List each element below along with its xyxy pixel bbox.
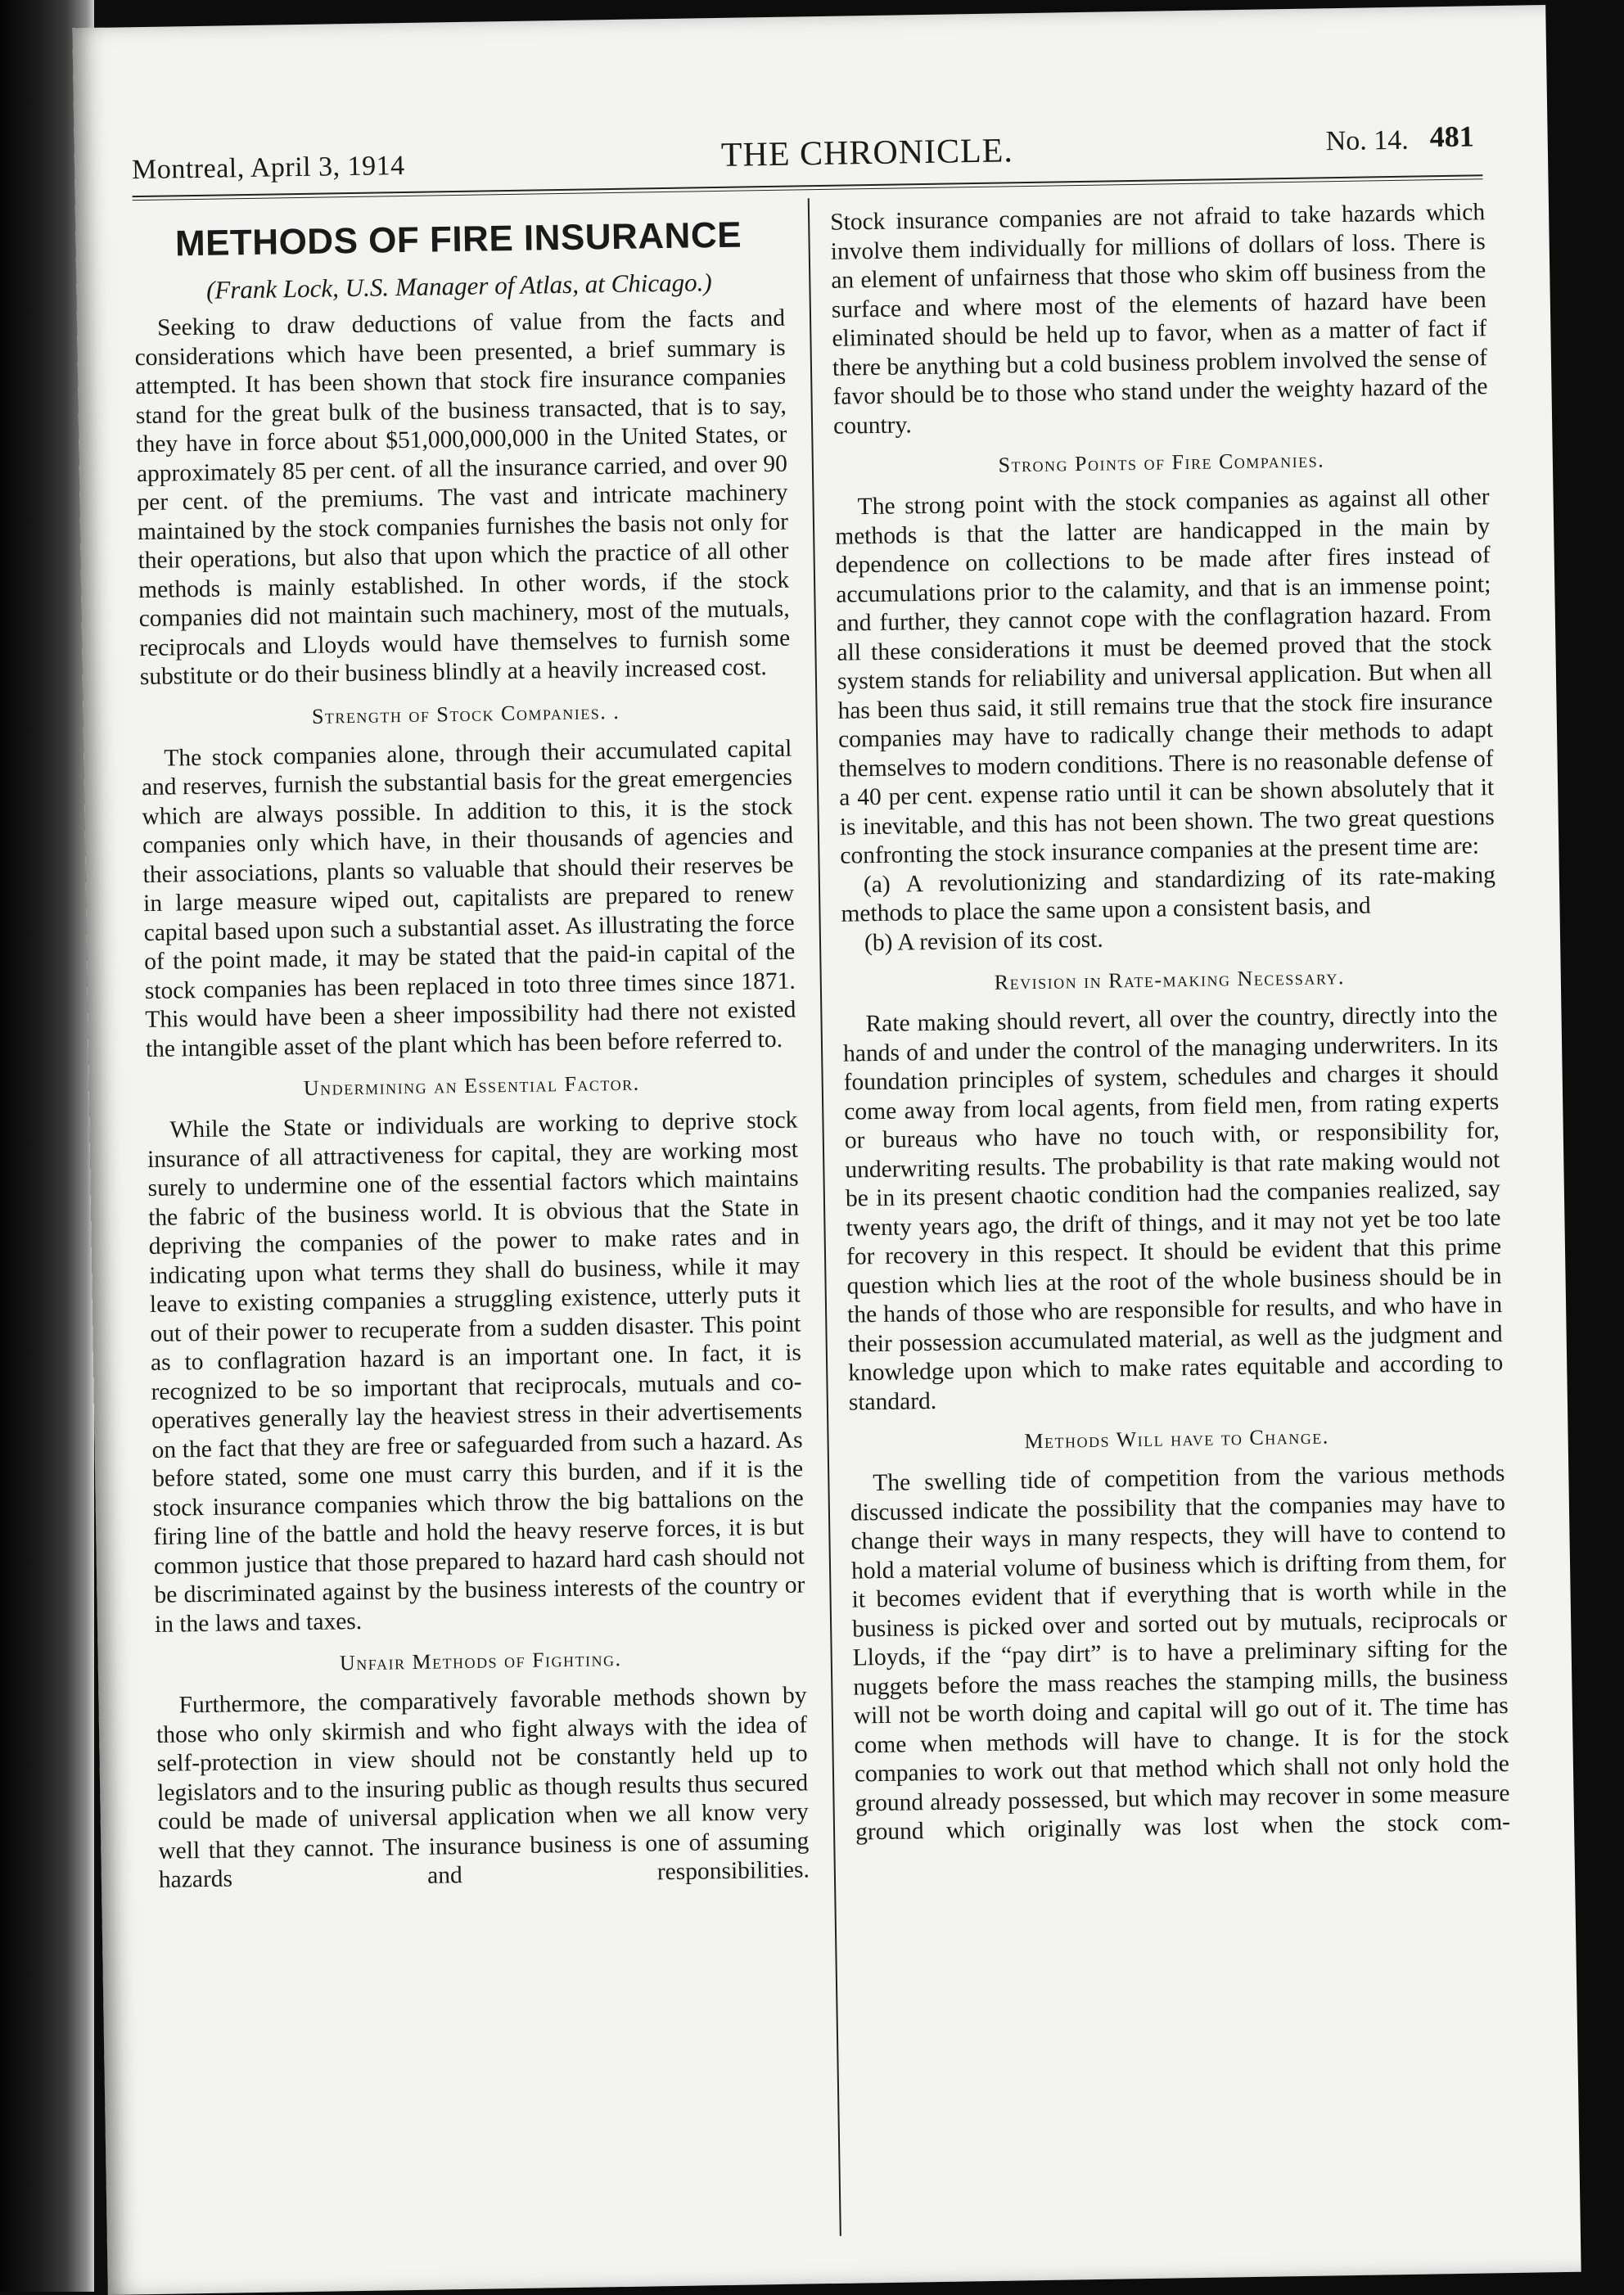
masthead-title: THE CHRONICLE. (720, 132, 1014, 174)
page-number: 481 (1429, 119, 1474, 154)
section-paragraph: The strong point with the stock companies as against all other methods is that the latter are handicapped in the main by dependence on collections to be made after fires instead of accumulations prior to the calamity, and that is an immense point; and further, they cannot cope with the conflagration hazard. From all these considerations it must be deemed proved that the stock system stands for reliability and universal application. But when all has been thus said, it still remains true that the stock fire insurance companies may have to radically change their methods to adapt themselves to modern conditions. There is no reasonable defense of a 40 per cent. expense ratio until it can be shown absolutely that it is inevitable, and this has not been shown. The two great questions confronting the stock insurance companies at the present time are: (834, 484, 1495, 869)
section-heading: Revision in Rate-making Necessary. (994, 965, 1346, 994)
article-byline: (Frank Lock, U.S. Manager of Atlas, at Chicago.) (205, 268, 712, 304)
section-heading: Undermining an Essential Factor. (303, 1071, 640, 1101)
list-item: (a) A revolutionizing and standardizing of its rate-making methods to place the same upon a consistent basis, and (841, 861, 1496, 927)
section-heading: Strength of Stock Companies. . (311, 699, 620, 728)
section-heading: Methods Will have to Change. (1024, 1424, 1329, 1454)
section-paragraph: The swelling tide of competition from the various methods discussed indicate the possibility that the companies may have to change their ways in many respects, they will have to contend to hold a material volume of business which is drifting from them, for it becomes evident that if everything that is worth while in the business is picked over and sorted out by mutuals, reciprocals or Lloyds, if the “pay dirt” is to have a preliminary sifting for the nuggets before the mass reaches the stamping mills, the business will not be worth doing and capital will go out of it. The time has come when methods will have to change. It is for the stock companies to work out that method which shall not only hold the ground already possessed, but which may recover in some measure ground which originally was lost when the stock com- (850, 1460, 1511, 1846)
section-heading: Strong Points of Fire Companies. (998, 448, 1325, 477)
section-paragraph-continued: Stock insurance companies are not afraid to take hazards which involve them individually for millions of dollars of loss. There is an element of unfairness that those who skim off business from the surface and where most of the elements of hazard have been eliminated should be held up to favor, when as a matter of fact if there be anything but a cold business problem involved the sense of favor should be to those who stand under the weighty hazard of the country. (829, 199, 1488, 440)
section-paragraph: Furthermore, the comparatively favorable methods shown by those who only skirmish and who fight always with the idea of self-protection in view should not be constantly held up to legislators and to the insuring public as though results thus secured could be made of universal application when we all know very well that they cannot. The insurance business is one of assuming hazards and responsibilities. (156, 1682, 810, 1893)
section-paragraph: While the State or individuals are working to deprive stock insurance of all attractiveness for capital, they are working most surely to undermine one of the essential factors which maintains the fabric of the business world. It is obvious that the State in depriving the companies of the power to make rates and in indicating upon what terms they shall do business, while it may leave to existing companies a struggling existence, utterly puts it out of their power to recuperate from a sudden disaster. This point as to conflagration hazard is an important one. In fact, it is recognized to be so important that reciprocals, mutuals and co-operatives generally lay the heaviest stress in their advertisements on the fact that they are free or safeguarded from such a hazard. As before stated, some one must carry this burden, and if it is the stock insurance companies which throw the big battalions on the firing line of the battle and hold the heavy reserve forces, it is but common justice that those prepared to hazard hard cash should not be discriminated against by the business interests of the country or in the laws and taxes. (147, 1107, 805, 1638)
intro-paragraph: Seeking to draw deductions of value from the facts and considerations which have been presented, a brief summary is attempted. It has been shown that stock fire insurance companies stand for the great bulk of the business transacted, that is to say, they have in force about $51,000,000,000 in the United States, or approximately 85 per cent. of all the insurance carried, and over 90 per cent. of the premiums. The vast and intricate machinery maintained by the stock companies furnishes the basis not only for their operations, but also that upon which the practice of all other methods is mainly established. In other words, if the stock companies did not maintain such machinery, most of the mutuals, reciprocals and Lloyds would have themselves to furnish some substitute or do their business blindly at a heavily increased cost. (134, 304, 791, 691)
right-column (830, 198, 1517, 2238)
article-title: METHODS OF FIRE INSURANCE (174, 214, 742, 264)
issue-number: No. 14. (1325, 124, 1409, 157)
newspaper-page (72, 5, 1581, 2295)
dateline: Montreal, April 3, 1914 (131, 150, 405, 186)
list-item: (b) A revision of its cost. (864, 926, 1103, 956)
section-paragraph: Rate making should revert, all over the country, directly into the hands of and under the control of the managing underwriters. In its foundation principles of system, schedules and charges it should come away from local agents, from field men, from rating experts or bureaus who have no touch with, or responsibility for, underwriting results. The probability is that rate making would not be in its present chaotic condition had the companies realized, say twenty years ago, the drift of things, and it may not yet be too late for recovery in this respect. It should be evident that this prime question which lies at the root of the whole business should be in the hands of those who are responsible for results, and who have in their possession accumulated material, as well as the judgment and knowledge upon which to make rates equitable and according to standard. (842, 1001, 1504, 1416)
section-heading: Unfair Methods of Fighting. (339, 1647, 622, 1675)
left-column (133, 210, 815, 2249)
section-paragraph: The stock companies alone, through their accumulated capital and reserves, furnish the substantial basis for the great emergencies which are always possible. In addition to this, it is the stock companies only which have, in their thousands of agencies and their associations, plants so valuable that should their reserves be in large measure wiped out, capitalists are prepared to renew capital based upon such a substantial asset. As illustrating the force of the point made, it may be stated that the paid-in capital of the stock companies has been replaced in toto three times since 1871. This would have been a sheer impossibility had there not existed the intangible asset of the plant which has been before referred to. (141, 735, 796, 1062)
